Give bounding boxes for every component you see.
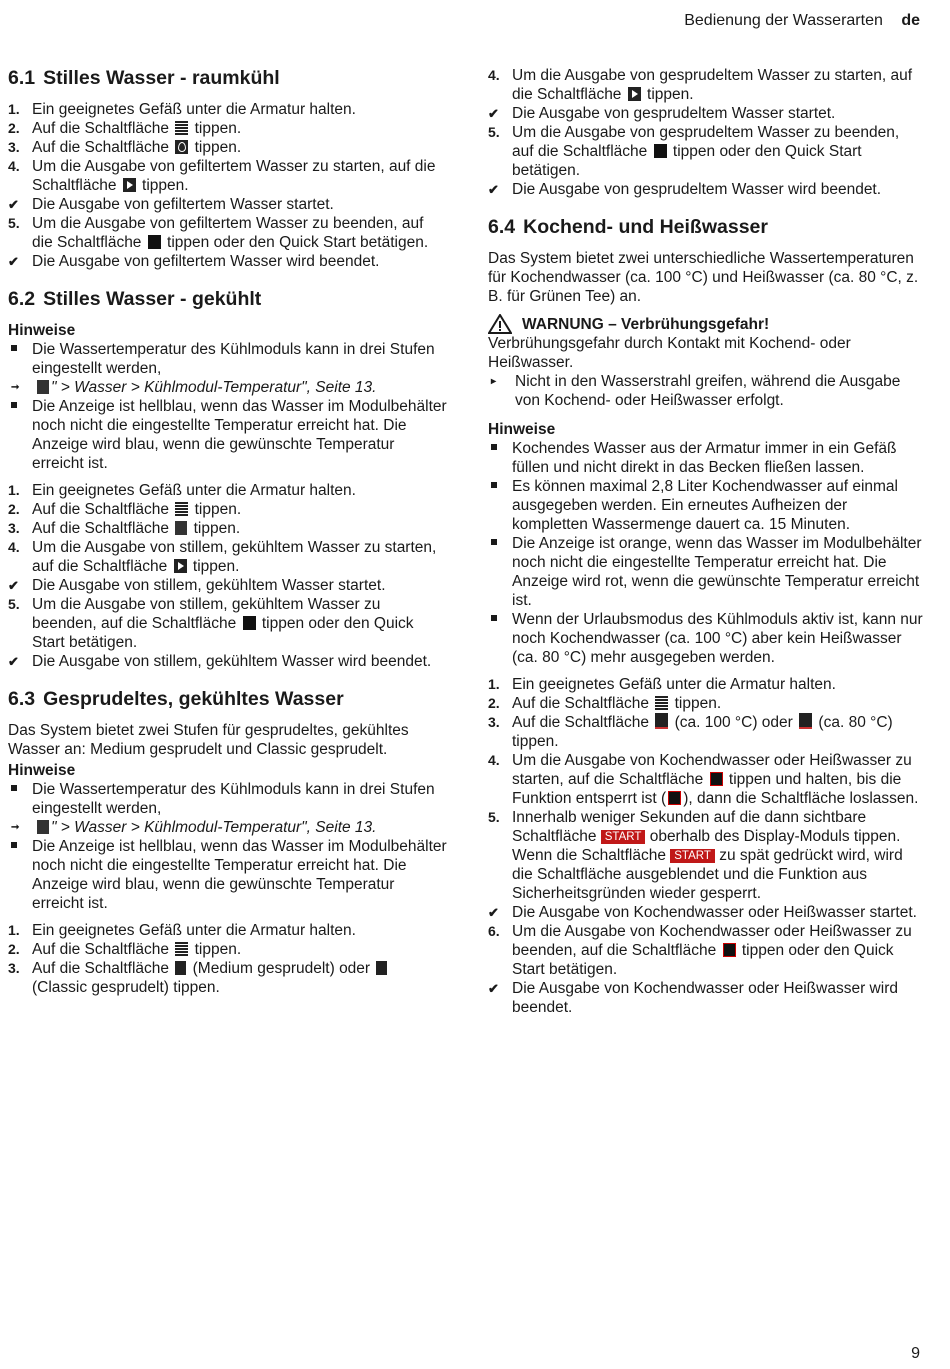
step: 5. Innerhalb weniger Sekunden auf die dann sichtbare Schaltfläche START oberhalb des Display-Moduls tippen. Wenn die Schaltfläche START zu spät gedrückt wird, wird die Schaltfläche ausgeblendet und die Funktion aus Sicherheitsgründen wieder gesperrt.: [488, 809, 903, 902]
step: 5. Um die Ausgabe von stillem, gekühltem Wasser zu beenden, auf die Schaltfläche tippen oder den Quick Start betätigen.: [8, 596, 414, 651]
page-number: 9: [911, 1345, 920, 1362]
step: 3. Auf die Schaltfläche (ca. 100 °C) oder (ca. 80 °C) tippen.: [488, 714, 893, 750]
notes-heading: Hinweise: [488, 421, 556, 438]
step: 2. Auf die Schaltfläche tippen.: [8, 120, 242, 137]
result: ✔ Die Ausgabe von stillem, gekühltem Wasser startet.: [8, 577, 386, 594]
step: 5. Um die Ausgabe von gesprudeltem Wasser zu beenden, auf die Schaltfläche tippen oder den Quick Start betätigen.: [488, 124, 900, 179]
menu-lines-icon: [175, 502, 188, 516]
cross-reference: ➞ " > Wasser > Kühlmodul-Temperatur", Seite 13.: [11, 819, 377, 836]
step: 4. Um die Ausgabe von stillem, gekühltem Wasser zu starten, auf die Schaltfläche tippen.: [8, 539, 437, 575]
step: 5. Um die Ausgabe von gefiltertem Wasser zu beenden, auf die Schaltfläche tippen oder den Quick Start betätigen.: [8, 215, 429, 251]
menu-lines-icon: [175, 121, 188, 135]
section-6-3-heading: 6.3 Gesprudeltes, gekühltes Wasser: [8, 688, 344, 710]
page-header: [684, 12, 920, 30]
step: 3. Auf die Schaltfläche (Medium gesprudelt) oder (Classic gesprudelt) tippen.: [8, 959, 448, 997]
note-item: Kochendes Wasser aus der Armatur immer in ein Gefäß füllen und nicht direkt in das Becken fließen lassen.: [488, 439, 924, 477]
stop-icon: [723, 943, 736, 957]
note-item: Wenn der Urlaubsmodus des Kühlmoduls aktiv ist, kann nur noch Kochendwasser (ca. 100 °C) aber kein Heißwasser (ca. 80 °C) mehr ausgegeben werden.: [488, 610, 924, 667]
section-6-2-heading: 6.2 Stilles Wasser - gekühlt: [8, 288, 262, 310]
step: 1. Ein geeignetes Gefäß unter die Armatur halten.: [8, 922, 356, 939]
result: ✔ Die Ausgabe von Kochendwasser oder Heißwasser wird beendet.: [488, 980, 898, 1016]
step: 1. Ein geeignetes Gefäß unter die Armatur halten.: [8, 482, 356, 499]
result: ✔ Die Ausgabe von gefiltertem Wasser wird beendet.: [8, 253, 380, 270]
step: 3. Auf die Schaltfläche tippen.: [8, 139, 242, 156]
note-item: Die Anzeige ist hellblau, wenn das Wasser im Modulbehälter noch nicht die eingestellte Temperatur erreicht hat. Die Anzeige wird blau, wenn die gewünschte Temperatur erreicht ist.: [8, 837, 448, 913]
step: 2. Auf die Schaltfläche tippen.: [8, 501, 242, 518]
warning-triangle-icon: [488, 314, 512, 334]
step: 4. Um die Ausgabe von Kochendwasser oder Heißwasser zu starten, auf die Schaltfläche tippen und halten, bis die Funktion entsperrt ist ( ), dann die Schaltfläche loslassen.: [488, 752, 919, 807]
start-button-label: START: [601, 830, 646, 844]
step: 3. Auf die Schaltfläche tippen.: [8, 520, 241, 537]
step: 2. Auf die Schaltfläche tippen.: [488, 695, 722, 712]
chapter-title: Bedienung der Wasserarten: [684, 12, 883, 29]
stop-icon: [654, 144, 667, 158]
notes-heading: Hinweise: [8, 322, 76, 339]
unlocked-icon: [668, 791, 681, 805]
water-drop-icon: [175, 140, 188, 154]
step: 4. Um die Ausgabe von gesprudeltem Wasser zu starten, auf die Schaltfläche tippen.: [488, 67, 913, 103]
result: ✔ Die Ausgabe von gefiltertem Wasser startet.: [8, 196, 334, 213]
step: 2. Auf die Schaltfläche tippen.: [8, 941, 242, 958]
step: 4. Um die Ausgabe von gefiltertem Wasser zu starten, auf die Schaltfläche tippen.: [8, 158, 436, 194]
section-intro: Das System bietet zwei Stufen für gesprudeltes, gekühltes Wasser an: Medium gesprudelt und Classic gesprudelt.: [8, 722, 409, 758]
language-code: de: [901, 12, 920, 29]
classic-sparkling-icon: [376, 961, 387, 975]
warning-measure: ▸ Nicht in den Wasserstrahl greifen, während die Ausgabe von Kochend- oder Heißwasser erfolgt.: [491, 373, 901, 409]
medium-sparkling-icon: [175, 961, 186, 975]
play-icon: [123, 178, 136, 192]
notes-heading: Hinweise: [8, 762, 76, 779]
note-item: Die Wassertemperatur des Kühlmoduls kann in drei Stufen eingestellt werden,: [8, 340, 448, 378]
snowflake-icon: [37, 380, 49, 394]
boiling-water-icon: [655, 713, 668, 729]
result: ✔ Die Ausgabe von stillem, gekühltem Wasser wird beendet.: [8, 653, 432, 670]
section-6-1-heading: 6.1 Stilles Wasser - raumkühl: [8, 67, 280, 89]
warning-text: Verbrühungsgefahr durch Kontakt mit Kochend- oder Heißwasser.: [488, 335, 851, 371]
result: ✔ Die Ausgabe von gesprudeltem Wasser startet.: [488, 105, 836, 122]
step: 6. Um die Ausgabe von Kochendwasser oder Heißwasser zu beenden, auf die Schaltfläche tippen oder den Quick Start betätigen.: [488, 923, 912, 978]
left-column: [8, 66, 448, 997]
note-item: Die Anzeige ist hellblau, wenn das Wasser im Modulbehälter noch nicht die eingestellte Temperatur erreicht hat. Die Anzeige wird blau, wenn die gewünschte Temperatur erreicht ist.: [8, 397, 448, 473]
lock-button-icon: [710, 772, 723, 786]
snowflake-icon: [37, 820, 49, 834]
play-icon: [628, 87, 641, 101]
note-item: Die Anzeige ist orange, wenn das Wasser im Modulbehälter noch nicht die eingestellte Temperatur erreicht hat. Die Anzeige wird rot, wenn die gewünschte Temperatur erreicht ist.: [488, 534, 924, 610]
right-column: [488, 66, 924, 1017]
start-button-label: START: [670, 849, 715, 863]
hot-water-icon: [799, 713, 812, 729]
play-icon: [174, 559, 187, 573]
cross-reference: ➞ " > Wasser > Kühlmodul-Temperatur", Seite 13.: [11, 379, 377, 396]
section-intro: Das System bietet zwei unterschiedliche Wassertemperaturen für Kochendwasser (ca. 100 °C) und Heißwasser (ca. 80 °C, z. B. für Grünen Tee) an.: [488, 250, 919, 305]
warning-heading: WARNUNG – Verbrühungsgefahr!: [488, 314, 924, 334]
chilled-water-icon: [175, 521, 187, 535]
menu-lines-icon: [655, 696, 668, 710]
note-item: Es können maximal 2,8 Liter Kochendwasser auf einmal ausgegeben werden. Ein erneutes Aufheizen der kompletten Wassermenge dauert ca. 15 Minuten.: [488, 477, 924, 534]
stop-icon: [243, 616, 256, 630]
result: ✔ Die Ausgabe von Kochendwasser oder Heißwasser startet.: [488, 904, 917, 921]
stop-icon: [148, 235, 161, 249]
step: 1. Ein geeignetes Gefäß unter die Armatur halten.: [8, 101, 356, 118]
section-6-4-heading: 6.4 Kochend- und Heißwasser: [488, 216, 768, 238]
result: ✔ Die Ausgabe von gesprudeltem Wasser wird beendet.: [488, 181, 882, 198]
step: 1. Ein geeignetes Gefäß unter die Armatur halten.: [488, 676, 836, 693]
menu-lines-icon: [175, 942, 188, 956]
note-item: Die Wassertemperatur des Kühlmoduls kann in drei Stufen eingestellt werden,: [8, 780, 448, 818]
